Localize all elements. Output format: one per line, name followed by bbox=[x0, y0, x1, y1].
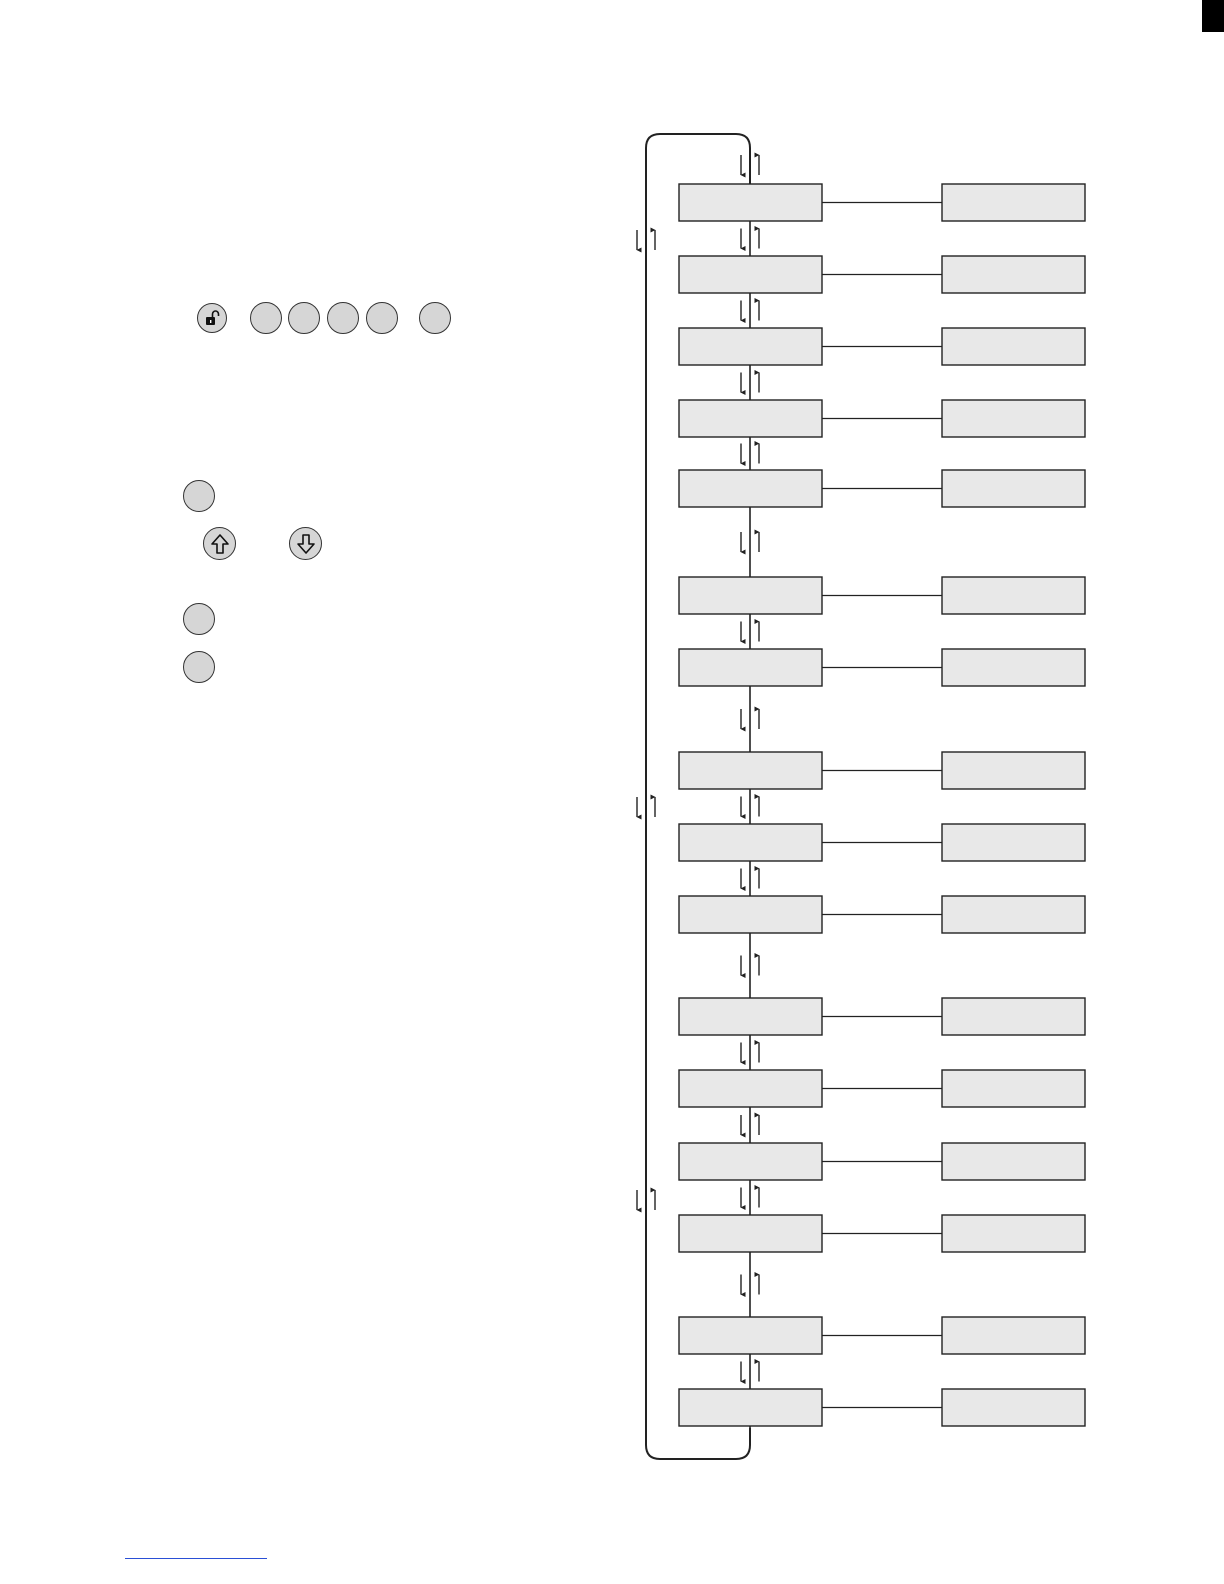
menu-row-8 bbox=[679, 752, 1085, 789]
menu-item-box bbox=[679, 1143, 822, 1180]
menu-item-box bbox=[679, 998, 822, 1035]
menu-item-box bbox=[679, 256, 822, 293]
menu-row-16 bbox=[679, 1389, 1085, 1426]
value-box bbox=[942, 998, 1085, 1035]
value-box bbox=[942, 1070, 1085, 1107]
menu-row-6 bbox=[679, 577, 1085, 614]
value-box bbox=[942, 896, 1085, 933]
menu-row-9 bbox=[679, 824, 1085, 861]
menu-item-box bbox=[679, 400, 822, 437]
menu-row-10 bbox=[679, 896, 1085, 933]
menu-item-box bbox=[679, 1317, 822, 1354]
menu-item-box bbox=[679, 896, 822, 933]
menu-item-box bbox=[679, 752, 822, 789]
value-box bbox=[942, 1215, 1085, 1252]
menu-item-box bbox=[679, 1215, 822, 1252]
value-box bbox=[942, 752, 1085, 789]
menu-row-14 bbox=[679, 1215, 1085, 1252]
value-box bbox=[942, 328, 1085, 365]
menu-row-4 bbox=[679, 400, 1085, 437]
menu-item-box bbox=[679, 824, 822, 861]
value-box bbox=[942, 256, 1085, 293]
menu-row-13 bbox=[679, 1143, 1085, 1180]
menu-row-5 bbox=[679, 470, 1085, 507]
menu-item-box bbox=[679, 1389, 822, 1426]
value-box bbox=[942, 470, 1085, 507]
menu-item-box bbox=[679, 470, 822, 507]
value-box bbox=[942, 1143, 1085, 1180]
menu-row-12 bbox=[679, 1070, 1085, 1107]
value-box bbox=[942, 824, 1085, 861]
footer-link-underline bbox=[125, 1558, 267, 1559]
menu-rows bbox=[679, 184, 1085, 1426]
menu-row-15 bbox=[679, 1317, 1085, 1354]
menu-item-box bbox=[679, 328, 822, 365]
menu-row-2 bbox=[679, 256, 1085, 293]
value-box bbox=[942, 184, 1085, 221]
menu-row-3 bbox=[679, 328, 1085, 365]
value-box bbox=[942, 649, 1085, 686]
value-box bbox=[942, 1389, 1085, 1426]
menu-item-box bbox=[679, 577, 822, 614]
menu-item-box bbox=[679, 1070, 822, 1107]
menu-item-box bbox=[679, 184, 822, 221]
menu-row-7 bbox=[679, 649, 1085, 686]
value-box bbox=[942, 1317, 1085, 1354]
value-box bbox=[942, 577, 1085, 614]
menu-item-box bbox=[679, 649, 822, 686]
menu-row-11 bbox=[679, 998, 1085, 1035]
menu-row-1 bbox=[679, 184, 1085, 221]
value-box bbox=[942, 400, 1085, 437]
